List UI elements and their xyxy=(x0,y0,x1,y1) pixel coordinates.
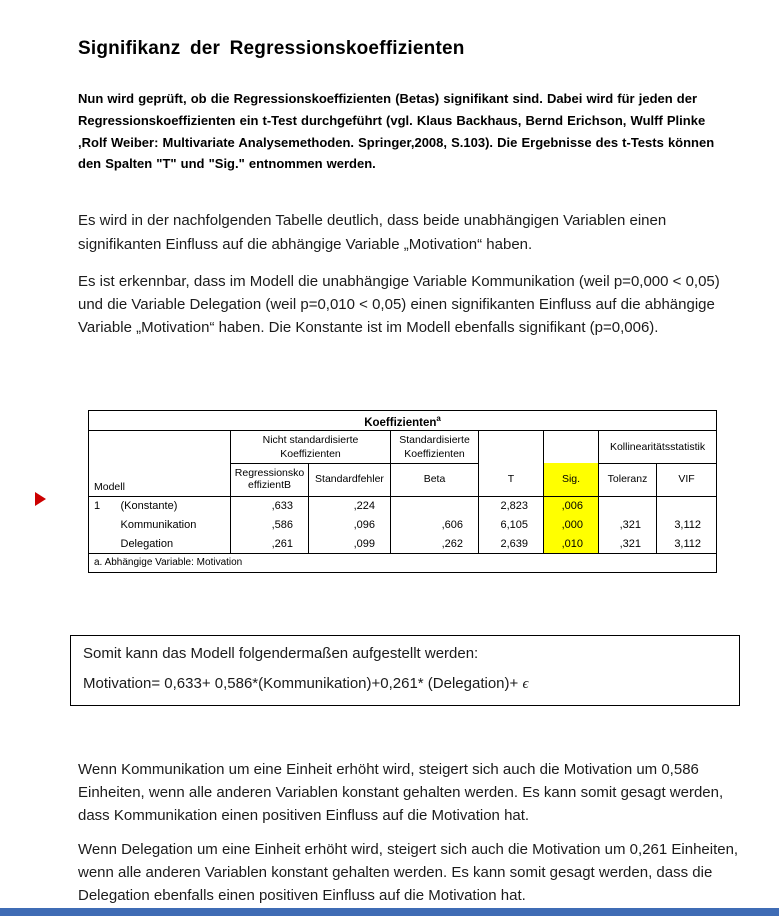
header-standardfehler: Standardfehler xyxy=(309,463,391,496)
cell-beta: ,262 xyxy=(391,534,479,553)
cell-model-number xyxy=(89,534,119,553)
cell-variable-name: (Konstante) xyxy=(119,496,231,515)
table-title-row xyxy=(89,410,717,431)
header-beta: Beta xyxy=(391,463,479,496)
model-equation-text: Motivation= 0,633+ 0,586*(Kommunikation)+0,261* (Delegation)+ xyxy=(83,674,523,692)
spss-coefficients-table xyxy=(88,410,717,573)
coefficients-table-area xyxy=(88,410,716,573)
cell-se: ,096 xyxy=(309,515,391,534)
cell-sig: ,006 xyxy=(544,496,599,515)
cell-vif: 3,112 xyxy=(674,537,702,550)
header-sig: Sig. xyxy=(544,463,599,496)
header-group-kollinearitaet: Kollinearitätsstatistik xyxy=(599,431,717,463)
page-title: Signifikanz der Regressionskoeffizienten xyxy=(78,38,465,59)
header-t: T xyxy=(479,463,544,496)
header-regressionskoeffizient-b: RegressionskoeffizientB xyxy=(231,463,309,496)
cell-beta: ,606 xyxy=(391,515,479,534)
red-arrow-marker-icon xyxy=(35,492,46,506)
intro-paragraph: Nun wird geprüft, ob die Regressionskoeffizienten (Betas) signifikant sind. Dabei wird für jeden der Regressionskoeffizienten ein t-Test durchgeführt (vgl. Klaus Backhaus, Bernd Erichson, Wulff Plinke ,Rolf Weiber: Multivariate Analysemethoden. Springer,2008, S.103). Die Ergebnisse des t-Tests können den Spalten "T" und "Sig." entnommen werden. xyxy=(78,91,715,172)
cell-toleranz: ,321 xyxy=(599,534,657,553)
cell-b: ,633 xyxy=(231,496,309,515)
model-equation xyxy=(83,675,727,693)
table-group-header-row xyxy=(89,431,717,463)
paragraph-delegation-interpretation: Wenn Delegation um eine Einheit erhöht wird, steigert sich auch die Motivation um 0,261 Einheiten, wenn alle anderen Variablen konstant gehalten werden. Es kann somit gesagt werden, dass die Delegation ebenfalls einen positiven Einfluss auf die Motivation hat. xyxy=(78,840,739,905)
cell-variable-name: Delegation xyxy=(119,534,231,553)
header-spacer-sig xyxy=(544,431,599,463)
cell-model-number: 1 xyxy=(94,500,101,513)
cell-variable-name: Kommunikation xyxy=(119,515,231,534)
cell-toleranz xyxy=(599,496,657,515)
header-group-standardisiert: Standardisierte Koeffizienten xyxy=(391,431,479,463)
model-box-intro: Somit kann das Modell folgendermaßen aufgestellt werden: xyxy=(83,644,479,662)
epsilon-symbol: ϵ xyxy=(522,675,529,692)
table-row-kommunikation xyxy=(89,515,717,534)
table-row-delegation xyxy=(89,534,717,553)
cell-model-number xyxy=(89,515,119,534)
table-row-konstante xyxy=(89,496,717,515)
paragraph-significance: Es ist erkennbar, dass im Modell die unabhängige Variable Kommunikation (weil p=0,000 < 0,05) und die Variable Delegation (weil p=0,010 < 0,05) einen signifikanten Einfluss auf die abhängige Variable „Motivation“ haben. Die Konstante ist im Modell ebenfalls signifikant (p=0,006). xyxy=(78,272,720,337)
header-group-nicht-standardisiert: Nicht standardisierte Koeffizienten xyxy=(231,431,391,463)
cell-t: 2,823 xyxy=(479,496,544,515)
cell-sig: ,000 xyxy=(544,515,599,534)
cell-b: ,586 xyxy=(231,515,309,534)
cell-t: 6,105 xyxy=(479,515,544,534)
header-toleranz: Toleranz xyxy=(599,463,657,496)
paragraph-table-intro: Es wird in der nachfolgenden Tabelle deutlich, dass beide unabhängigen Variablen einen signifikanten Einfluss auf die abhängige Variable „Motivation“ haben. xyxy=(78,212,667,253)
cell-se: ,099 xyxy=(309,534,391,553)
header-vif: VIF xyxy=(657,463,717,496)
table-footnote: a. Abhängige Variable: Motivation xyxy=(89,553,717,572)
cell-vif xyxy=(657,496,717,515)
table-title-superscript: a xyxy=(436,413,441,423)
cell-se: ,224 xyxy=(309,496,391,515)
header-spacer-t xyxy=(479,431,544,463)
table-footnote-row xyxy=(89,553,717,572)
bottom-window-bar xyxy=(0,908,779,916)
cell-b: ,261 xyxy=(231,534,309,553)
table-title xyxy=(89,410,717,431)
cell-beta xyxy=(391,496,479,515)
cell-toleranz: ,321 xyxy=(599,515,657,534)
cell-vif: 3,112 xyxy=(674,518,702,531)
cell-t: 2,639 xyxy=(479,534,544,553)
paragraph-kommunikation-interpretation: Wenn Kommunikation um eine Einheit erhöht wird, steigert sich auch die Motivation um 0,586 Einheiten, wenn alle anderen Variablen konstant gehalten werden. Es kann somit gesagt werden, dass Kommunikation einen positiven Einfluss auf die Motivation hat. xyxy=(78,760,724,825)
table-title-text: Koeffizienten xyxy=(364,416,437,429)
cell-sig: ,010 xyxy=(544,534,599,553)
header-modell: Modell xyxy=(89,431,231,496)
model-equation-box xyxy=(70,635,740,706)
